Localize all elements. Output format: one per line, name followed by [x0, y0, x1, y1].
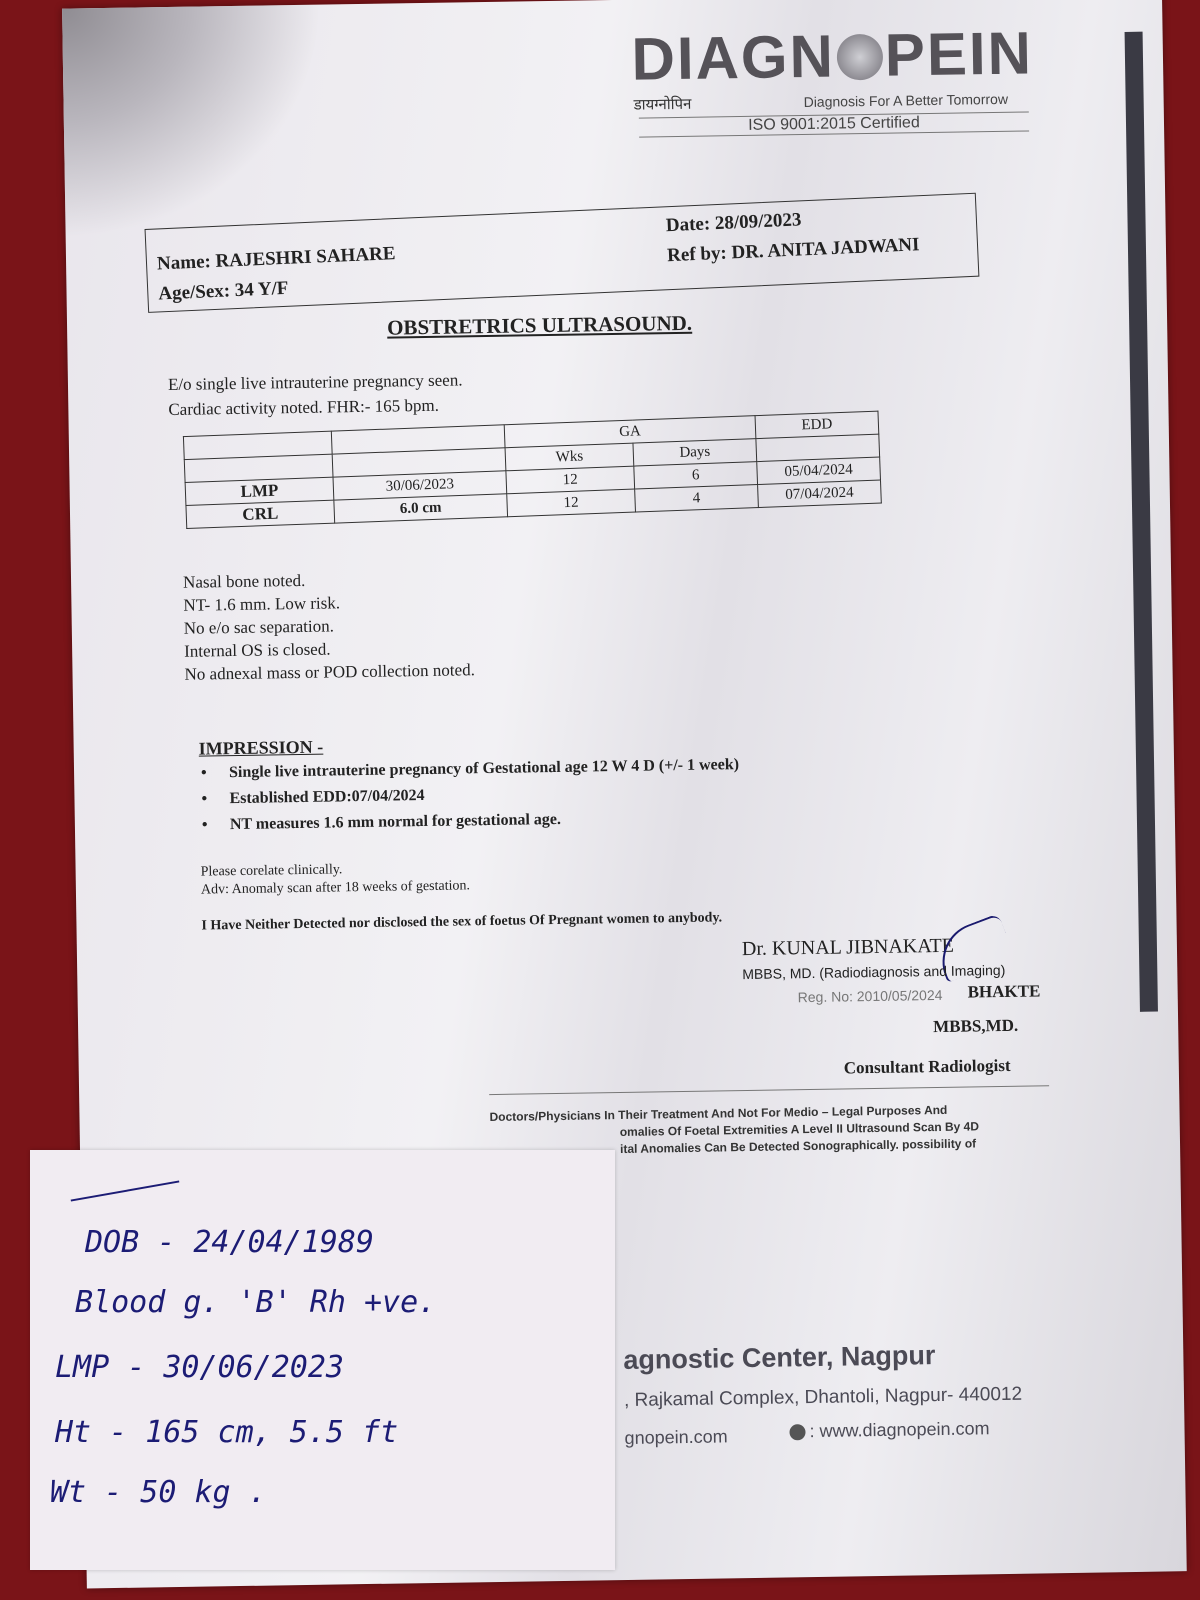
gestational-age-table: [183, 411, 882, 529]
patient-name: Name: RAJESHRI SAHARE: [156, 243, 396, 275]
center-name: agnostic Center, Nagpur: [623, 1340, 936, 1375]
header-edd: EDD: [755, 411, 879, 438]
row-value: 30/06/2023: [333, 471, 507, 500]
doctor-qualification: MBBS, MD. (Radiodiagnosis and Imaging): [742, 961, 1006, 983]
handwritten-height: Ht - 165 cm, 5.5 ft: [55, 1415, 399, 1450]
declaration: I Have Neither Detected nor disclosed the sex of foetus Of Pregnant women to anybody.: [201, 910, 723, 934]
website-url: : www.diagnopein.com: [809, 1418, 990, 1442]
finding-nt: NT- 1.6 mm. Low risk.: [183, 593, 341, 615]
note-anomaly-scan: Adv: Anomaly scan after 18 weeks of gestation.: [200, 878, 471, 898]
row-label: CRL: [186, 500, 335, 528]
hindi-name: डायग्नोपिन: [633, 96, 692, 114]
finding-sac: No e/o sac separation.: [183, 616, 335, 638]
header-wks: Wks: [505, 443, 634, 471]
header-days: Days: [633, 439, 757, 466]
row-edd: 07/04/2024: [758, 480, 882, 507]
finding-adnexal: No adnexal mass or POD collection noted.: [184, 660, 476, 684]
pen-stroke: [71, 1180, 180, 1201]
globe-logo-icon: [837, 34, 884, 81]
handwritten-lmp: LMP - 30/06/2023: [55, 1350, 344, 1385]
reg-number: Reg. No: 2010/05/2024: [797, 986, 943, 1006]
finding-intro-1: E/o single live intrauterine pregnancy seen.: [167, 370, 463, 395]
globe-icon: [789, 1424, 805, 1440]
finding-nasal-bone: Nasal bone noted.: [182, 570, 306, 592]
divider: [489, 1085, 1049, 1095]
center-address: , Rajkamal Complex, Dhantoli, Nagpur- 440012: [623, 1383, 1023, 1411]
diagnopein-logo: [631, 18, 1033, 93]
doctor2-name: BHAKTE: [967, 981, 1041, 1002]
website: [789, 1418, 989, 1442]
handwritten-note-paper: [30, 1150, 615, 1570]
finding-os: Internal OS is closed.: [184, 639, 331, 661]
report-title: OBSTRETRICS ULTRASOUND.: [386, 310, 693, 340]
impression-title: IMPRESSION -: [198, 736, 324, 759]
finding-intro-2: Cardiac activity noted. FHR:- 165 bpm.: [168, 395, 440, 420]
report-date: Date: 28/09/2023: [665, 209, 802, 237]
row-wks: 12: [506, 466, 635, 494]
email-partial: gnopein.com: [624, 1426, 728, 1448]
row-label: LMP: [185, 477, 334, 505]
paper-edge: [1125, 32, 1158, 1012]
page-fold-shadow: [62, 5, 326, 239]
handwritten-dob: DOB - 24/04/1989: [85, 1225, 374, 1260]
row-wks: 12: [507, 489, 636, 517]
iso-certification: ISO 9001:2015 Certified: [639, 111, 1029, 137]
doctor2-qualification: MBBS,MD.: [933, 1015, 1019, 1037]
patient-age-sex: Age/Sex: 34 Y/F: [157, 277, 289, 305]
row-days: 6: [634, 462, 758, 489]
handwritten-weight: Wt - 50 kg .: [50, 1475, 267, 1510]
disclaimer-line-2: omalies Of Foetal Extremities A Level II Ultrasound Scan By 4D: [619, 1119, 980, 1140]
referred-by: Ref by: DR. ANITA JADWANI: [666, 234, 920, 267]
impression-item-1: • Single live intrauterine pregnancy of Gestational age 12 W 4 D (+/- 1 week): [229, 756, 739, 782]
logo-text-right: PEIN: [884, 19, 1034, 89]
impression-item-3: • NT measures 1.6 mm normal for gestational age.: [230, 811, 561, 834]
logo-text-left: DIAGN: [631, 22, 836, 93]
row-value: 6.0 cm: [334, 494, 508, 523]
consultant-title: Consultant Radiologist: [843, 1055, 1011, 1078]
disclaimer-line-3: ital Anomalies Can Be Detected Sonographically. possibility of: [619, 1136, 977, 1157]
handwritten-blood-group: Blood g. 'B' Rh +ve.: [75, 1285, 437, 1320]
note-corelate: Please corelate clinically.: [200, 862, 343, 880]
doctor-name: Dr. KUNAL JIBNAKATE: [741, 934, 955, 961]
impression-item-2: • Established EDD:07/04/2024: [229, 787, 424, 808]
row-days: 4: [635, 485, 759, 512]
header-ga: GA: [504, 416, 756, 448]
disclaimer-line-1: Doctors/Physicians In Their Treatment And Not For Medio – Legal Purposes And: [489, 1102, 948, 1125]
row-edd: 05/04/2024: [757, 457, 881, 484]
tagline: Diagnosis For A Better Tomorrow: [803, 90, 1009, 111]
